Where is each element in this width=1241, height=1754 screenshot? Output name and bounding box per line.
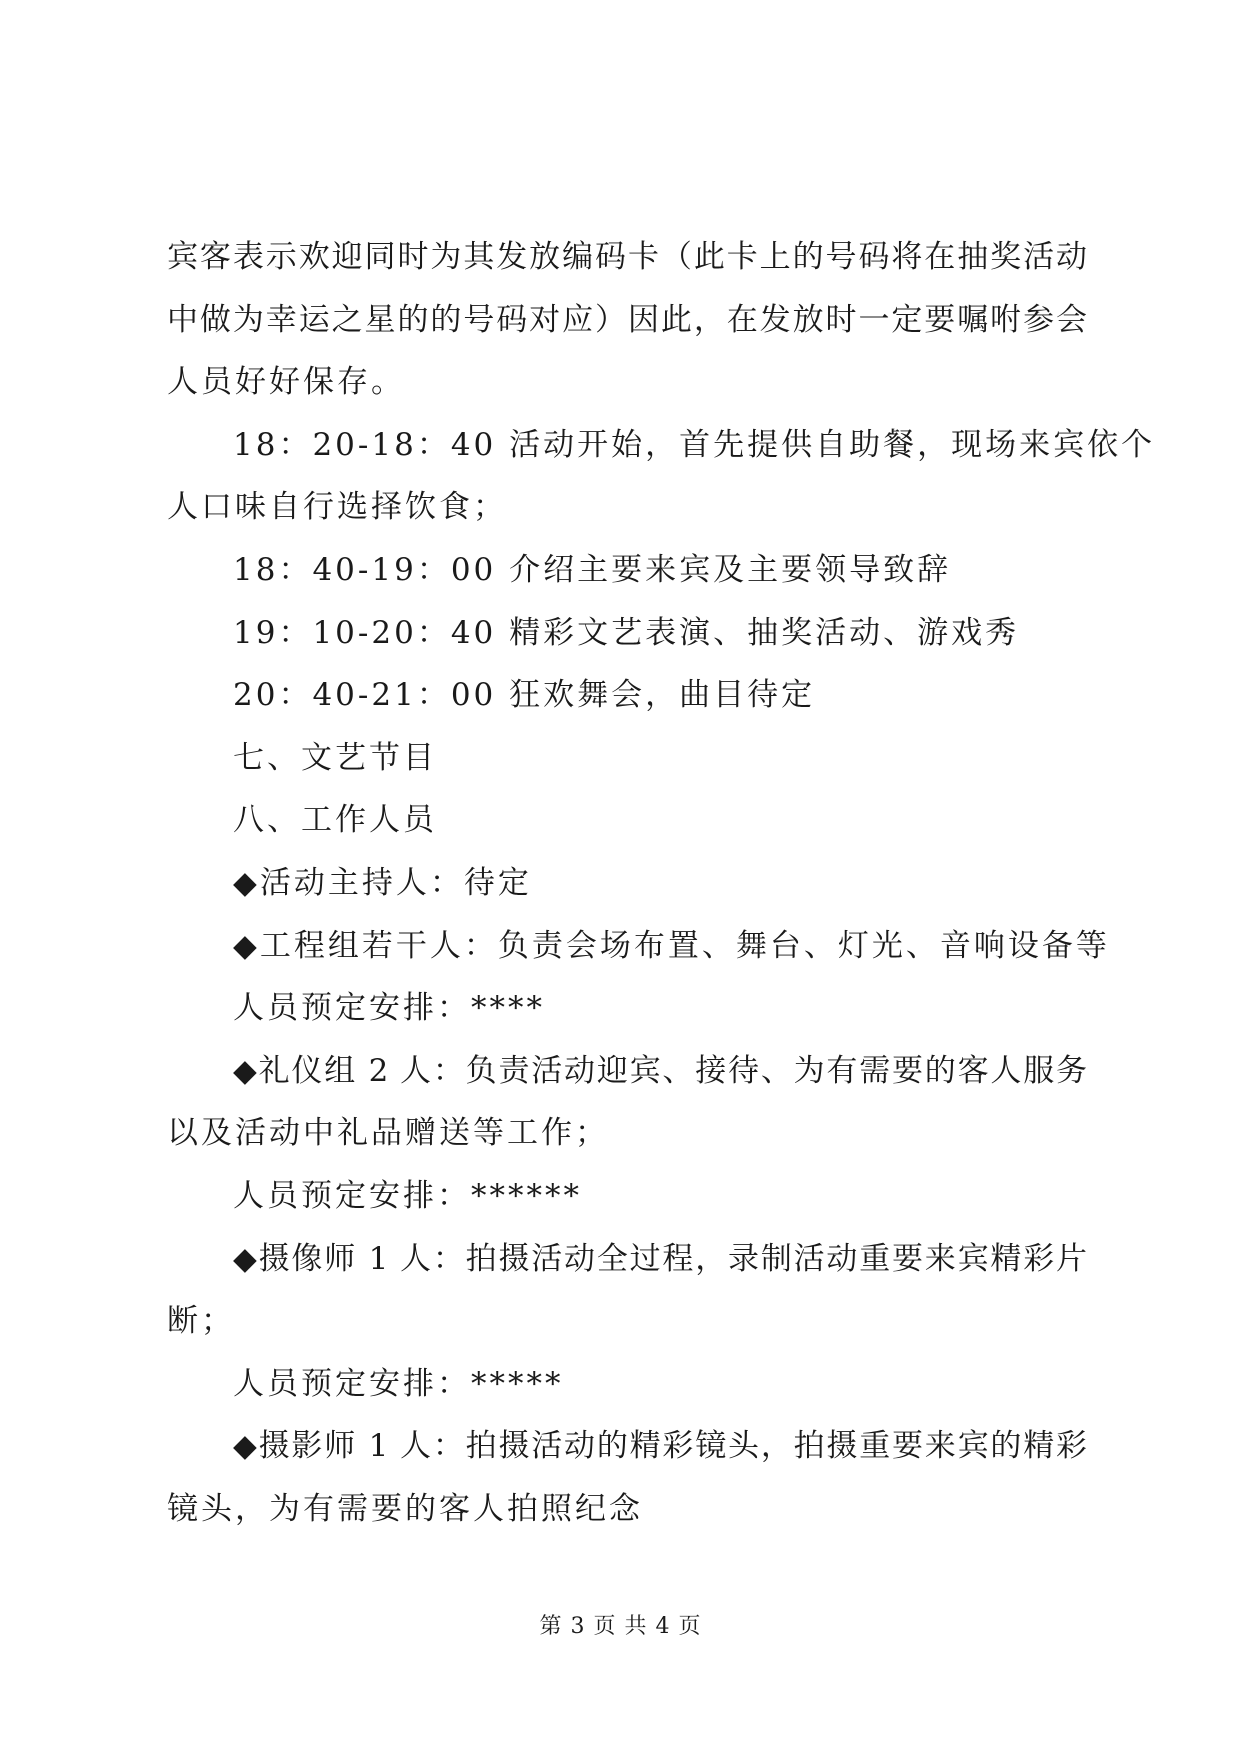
staff-item-continuation: 镜头，为有需要的客人拍照纪念 <box>167 1490 643 1527</box>
schedule-item: 20：40-21：00 狂欢舞会，曲目待定 <box>233 677 816 714</box>
section-heading: 七、文艺节目 <box>233 739 437 776</box>
staff-item: ◆工程组若干人：负责会场布置、舞台、灯光、音响设备等 <box>233 927 1110 964</box>
schedule-item: 19：10-20：40 精彩文艺表演、抽奖活动、游戏秀 <box>233 614 1020 651</box>
document-body <box>167 226 1156 1540</box>
paragraph-line: 宾客表示欢迎同时为其发放编码卡（此卡上的号码将在抽奖活动 <box>167 239 1087 275</box>
paragraph-line: 人员好好保存。 <box>167 364 405 401</box>
staff-item: ◆礼仪组 2 人：负责活动迎宾、接待、为有需要的客人服务 <box>233 1052 1087 1089</box>
paragraph-line: 中做为幸运之星的的号码对应）因此，在发放时一定要嘱咐参会 <box>167 301 1087 338</box>
staff-arrangement: 人员预定安排：**** <box>233 990 545 1027</box>
staff-item: ◆摄影师 1 人：拍摄活动的精彩镜头，拍摄重要来宾的精彩 <box>233 1428 1087 1465</box>
schedule-item-continuation: 人口味自行选择饮食； <box>167 489 507 526</box>
schedule-item: 18：40-19：00 介绍主要来宾及主要领导致辞 <box>233 551 952 588</box>
staff-item-continuation: 断； <box>167 1303 235 1340</box>
section-heading: 八、工作人员 <box>233 802 437 839</box>
staff-arrangement: 人员预定安排：****** <box>233 1177 582 1214</box>
staff-item-continuation: 以及活动中礼品赠送等工作； <box>167 1115 609 1152</box>
staff-item: ◆摄像师 1 人：拍摄活动全过程，录制活动重要来宾精彩片 <box>233 1240 1087 1277</box>
schedule-item: 18：20-18：40 活动开始，首先提供自助餐，现场来宾依个 <box>233 426 1156 463</box>
staff-arrangement: 人员预定安排：***** <box>233 1365 564 1402</box>
staff-item: ◆活动主持人：待定 <box>233 864 532 901</box>
page-number-footer: 第 3 页 共 4 页 <box>539 1614 702 1639</box>
